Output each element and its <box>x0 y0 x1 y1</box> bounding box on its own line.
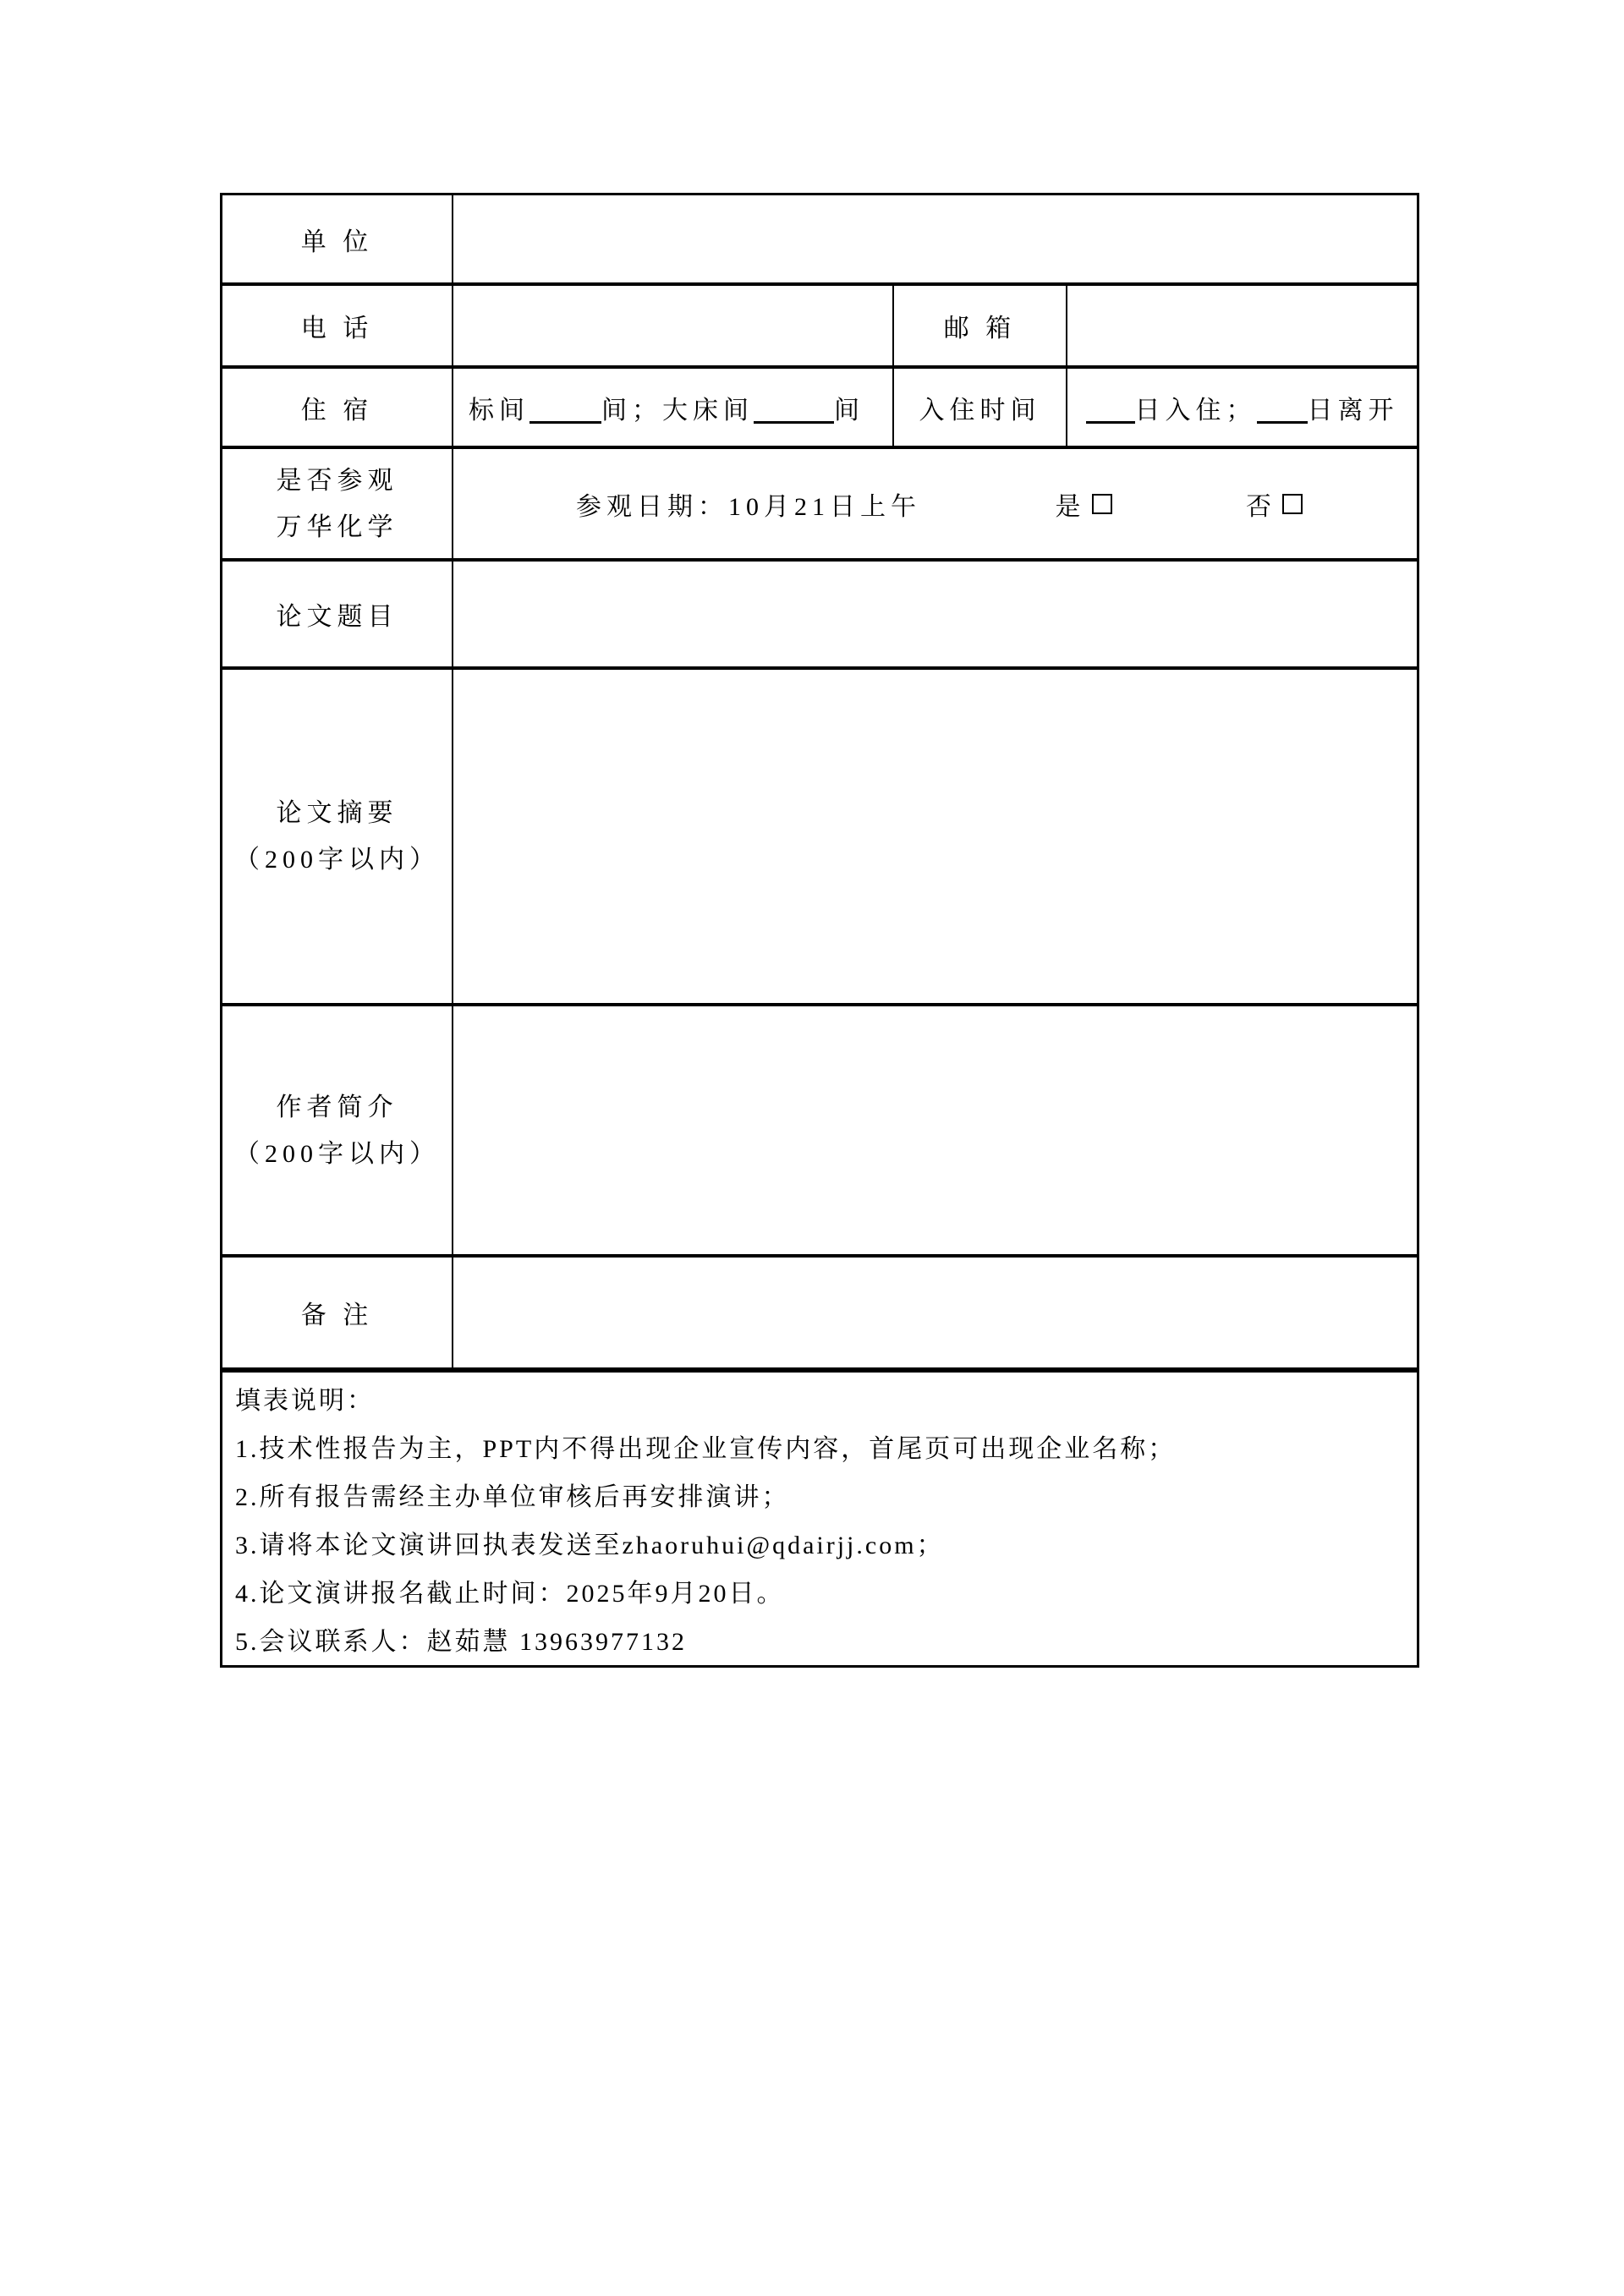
standard-room-count-blank[interactable] <box>529 398 601 424</box>
checkin-day-blank[interactable] <box>1086 398 1135 424</box>
reply-form <box>220 193 1419 1668</box>
table-row-unit <box>222 195 1417 282</box>
instruction-item-2: 2.所有报告需经主办单位审核后再安排演讲； <box>235 1483 790 1511</box>
bio-value-cell[interactable] <box>452 1006 1417 1254</box>
abstract-value-cell[interactable] <box>452 670 1417 1003</box>
phone-value-cell[interactable] <box>452 286 892 365</box>
form-instructions-box <box>220 1370 1419 1668</box>
checkout-text: 日离开 <box>1307 396 1399 425</box>
visit-label-line2: 万华化学 <box>276 512 398 541</box>
visit-label-line1: 是否参观 <box>276 466 398 495</box>
room-unit-text: 间 <box>834 396 864 425</box>
unit-label: 单 位 <box>300 227 374 256</box>
abstract-label-line1: 论文摘要 <box>276 799 398 827</box>
email-value-cell[interactable] <box>1066 286 1417 365</box>
bio-label <box>222 1006 452 1254</box>
remarks-value-cell[interactable] <box>452 1258 1417 1367</box>
checkin-time-label: 入住时间 <box>892 369 1066 446</box>
bio-label-line1: 作者简介 <box>276 1093 398 1121</box>
visit-no-checkbox[interactable] <box>1282 494 1303 514</box>
paper-title-label: 论文题目 <box>276 603 398 631</box>
visit-no-option[interactable] <box>1246 485 1303 523</box>
table-row-paper-title <box>222 558 1417 666</box>
standard-room-text: 标间 <box>469 396 529 425</box>
instructions-heading: 填表说明： <box>235 1387 375 1415</box>
reply-form-table <box>220 193 1419 1370</box>
abstract-label-line2: （200字以内） <box>234 846 440 874</box>
phone-label: 电 话 <box>300 315 374 342</box>
bio-label-line2: （200字以内） <box>234 1139 440 1168</box>
table-row-abstract <box>222 666 1417 1003</box>
remarks-label: 备 注 <box>300 1301 374 1329</box>
instruction-item-5: 5.会议联系人：赵茹慧 13963977132 <box>235 1628 687 1656</box>
email-label: 邮 箱 <box>892 286 1066 365</box>
abstract-label <box>222 670 452 1003</box>
instruction-item-3: 3.请将本论文演讲回执表发送至zhaoruhui@qdairjj.com； <box>235 1532 945 1559</box>
visit-value-cell <box>452 449 1417 558</box>
checkin-time-value-cell[interactable] <box>1066 369 1417 446</box>
visit-yes-label: 是 <box>1055 492 1086 521</box>
accommodation-label: 住 宿 <box>300 396 374 425</box>
accommodation-value-cell[interactable] <box>452 369 892 446</box>
visit-no-label: 否 <box>1246 492 1276 521</box>
table-row-bio <box>222 1003 1417 1254</box>
king-room-text: 间；大床间 <box>601 396 754 425</box>
king-room-count-blank[interactable] <box>754 398 834 424</box>
checkout-day-blank[interactable] <box>1257 398 1308 424</box>
visit-yes-checkbox[interactable] <box>1092 494 1112 514</box>
visit-label <box>222 449 452 558</box>
checkin-text: 日入住； <box>1134 396 1257 425</box>
instruction-item-1: 1.技术性报告为主，PPT内不得出现企业宣传内容，首尾页可出现企业名称； <box>235 1435 1177 1463</box>
table-row-phone-email <box>222 282 1417 365</box>
unit-value-cell[interactable] <box>452 195 1417 282</box>
table-row-visit <box>222 446 1417 558</box>
visit-date-text: 参观日期：10月21日上午 <box>576 492 921 521</box>
table-row-remarks <box>222 1254 1417 1367</box>
visit-yes-option[interactable] <box>1056 485 1112 523</box>
paper-title-value-cell[interactable] <box>452 562 1417 666</box>
instruction-item-4: 4.论文演讲报名截止时间：2025年9月20日。 <box>235 1580 785 1608</box>
table-row-accommodation <box>222 365 1417 446</box>
